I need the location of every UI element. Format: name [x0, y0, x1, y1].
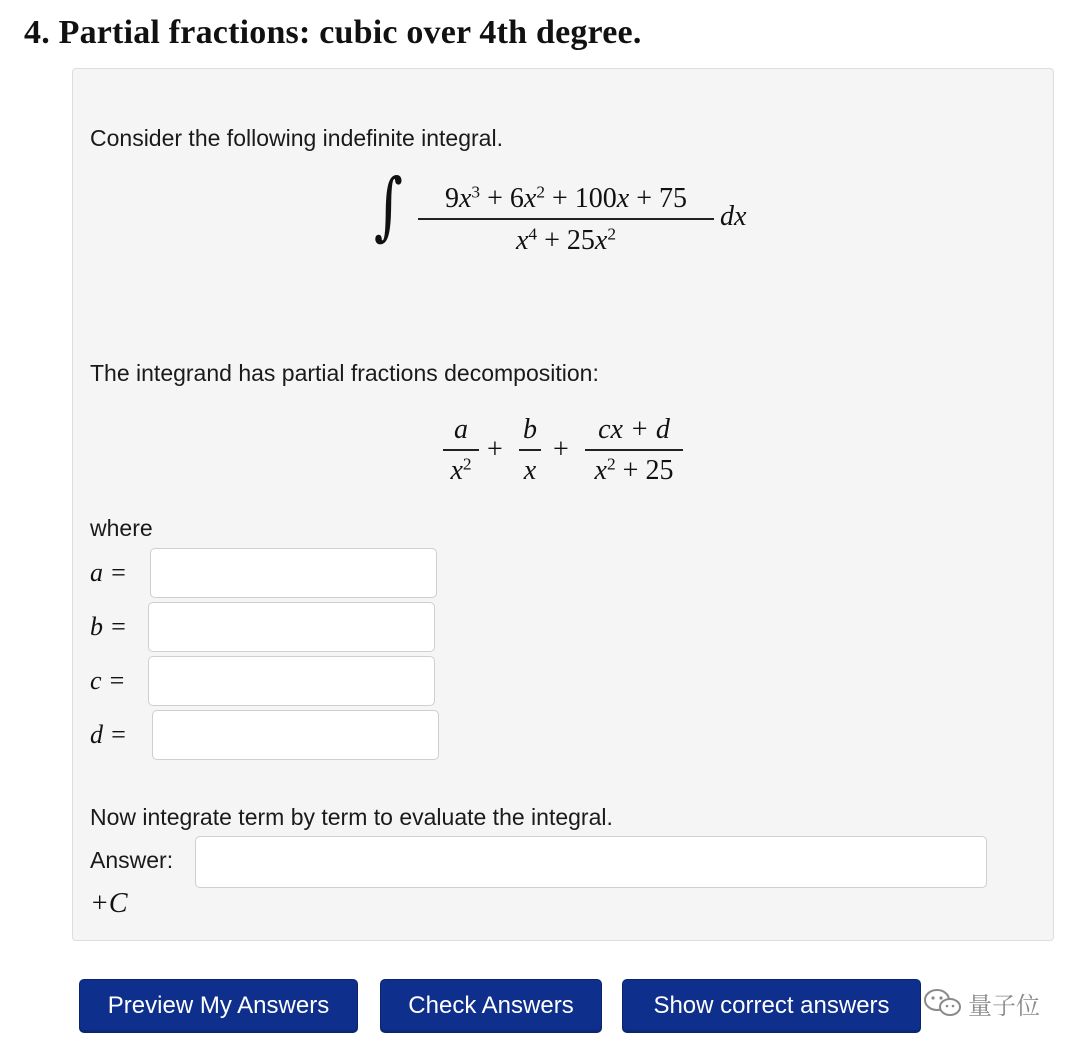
wechat-icon — [922, 986, 964, 1020]
plus-sign: + — [553, 434, 569, 465]
term-b-over-x: b x — [519, 414, 541, 487]
plus-sign: + — [487, 434, 503, 465]
answer-input[interactable] — [195, 836, 987, 888]
field-a-input[interactable] — [150, 548, 437, 598]
field-c-input[interactable] — [148, 656, 435, 706]
field-a-label: a = — [90, 558, 128, 587]
differential: dx — [720, 201, 747, 232]
constant-of-integration: +C — [90, 888, 128, 919]
watermark — [922, 984, 1052, 1024]
field-d-label: d = — [90, 720, 128, 749]
field-b-input[interactable] — [148, 602, 435, 652]
integrand-numerator: $9x^3 + 6x^2 + 100x + 75$ — [444, 182, 688, 214]
integral-expression — [374, 163, 774, 265]
where-label: where — [90, 515, 153, 541]
integrate-prompt: Now integrate term by term to evaluate the integral. — [90, 804, 613, 830]
field-c-label: c = — [90, 666, 126, 695]
integrand-fraction — [418, 183, 714, 257]
field-b-label: b = — [90, 612, 128, 641]
preview-answers-button[interactable]: Preview My Answers — [79, 979, 358, 1033]
answer-label: Answer: — [90, 847, 174, 873]
term-a-over-x2: a $x^2$ — [443, 414, 479, 487]
problem-title: 4. Partial fractions: cubic over 4th degree. — [24, 14, 642, 51]
check-answers-button[interactable]: Check Answers — [380, 979, 602, 1033]
integrand-denominator: $x^4 + 25x^2$ — [515, 223, 617, 256]
term-cxd-over-x2-25: cx + d $x^2 + 25$ — [585, 414, 683, 487]
watermark-text: 量子位 — [968, 992, 1040, 1020]
show-correct-answers-button[interactable]: Show correct answers — [622, 979, 921, 1033]
decomposition-intro: The integrand has partial fractions decomposition: — [90, 360, 599, 386]
partial-fraction-decomposition — [443, 414, 703, 494]
integral-sign: ∫ — [374, 163, 403, 249]
intro-text: Consider the following indefinite integral. — [90, 125, 503, 151]
field-d-input[interactable] — [152, 710, 439, 760]
